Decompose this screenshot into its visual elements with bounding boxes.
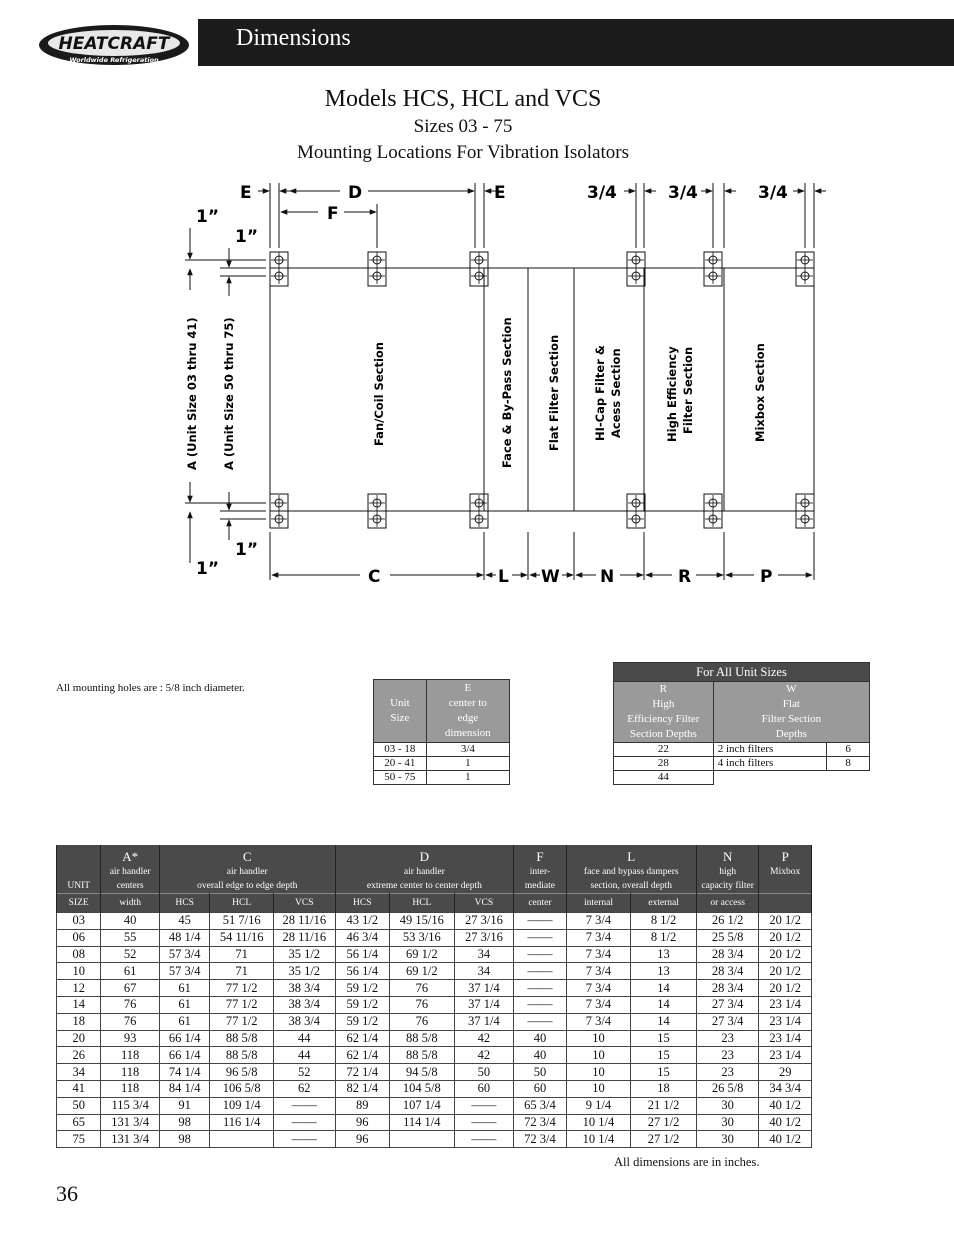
table-cell: 62 1/4 (335, 1030, 390, 1047)
table-cell: 65 3/4 (514, 1097, 566, 1114)
table-cell: 94 5/8 (390, 1064, 455, 1081)
page-title: Models HCS, HCL and VCS (324, 86, 602, 112)
table-cell: 53 3/16 (390, 929, 455, 946)
section-hicap-line1: HI-Cap Filter & (593, 345, 607, 441)
table-cell: 50 (57, 1097, 101, 1114)
table-cell: 7 3/4 (566, 946, 631, 963)
table-cell: 30 (696, 1131, 759, 1148)
table-cell: 23 (696, 1064, 759, 1081)
table-cell: 20 1/2 (759, 929, 812, 946)
table-cell: 50 (454, 1064, 514, 1081)
head-n: N (696, 845, 759, 865)
table-cell: 13 (631, 963, 697, 980)
table-cell: 27 1/2 (631, 1114, 697, 1131)
section-high-efficiency-line2: Filter Section (681, 346, 695, 434)
table-cell: 91 (159, 1097, 209, 1114)
table-cell: —— (273, 1097, 335, 1114)
table-cell: 54 11/16 (210, 929, 274, 946)
table-cell: 20 (57, 1030, 101, 1047)
label-w: W (541, 567, 560, 587)
table-cell: 89 (335, 1097, 390, 1114)
table-cell: 76 (390, 1013, 455, 1030)
table-cell: 35 1/2 (273, 963, 335, 980)
head-l: L (566, 845, 696, 865)
header-title: Dimensions (236, 25, 351, 51)
table-cell: 69 1/2 (390, 963, 455, 980)
label-one-inch-bottom-outer: 1” (196, 559, 220, 579)
table-cell: 72 3/4 (514, 1114, 566, 1131)
table-row (57, 963, 812, 980)
table-cell: 26 1/2 (696, 913, 759, 930)
table-cell: 10 (566, 1047, 631, 1064)
table-cell: —— (514, 929, 566, 946)
table-cell: 131 3/4 (101, 1114, 160, 1131)
all-unit-sizes-table (613, 662, 870, 785)
table-cell: 48 1/4 (159, 929, 209, 946)
table-cell: 66 1/4 (159, 1047, 209, 1064)
table-cell: 76 (101, 1013, 160, 1030)
table-cell: 66 1/4 (159, 1030, 209, 1047)
table-cell: 20 1/2 (759, 980, 812, 997)
label-l: L (498, 567, 509, 587)
table-cell: 40 1/2 (759, 1114, 812, 1131)
table-cell: 23 1/4 (759, 1030, 812, 1047)
table-cell: 118 (101, 1064, 160, 1081)
table-cell: 61 (101, 963, 160, 980)
table-cell: 109 1/4 (210, 1097, 274, 1114)
table-cell: 49 15/16 (390, 913, 455, 930)
table-cell: 52 (101, 946, 160, 963)
table-cell: 88 5/8 (390, 1030, 455, 1047)
table-cell: 43 1/2 (335, 913, 390, 930)
table-cell: 76 (390, 996, 455, 1013)
table-cell: 57 3/4 (159, 946, 209, 963)
table-cell: 115 3/4 (101, 1097, 160, 1114)
head-p: P (759, 845, 812, 865)
table-cell: 14 (631, 980, 697, 997)
table-cell: 18 (57, 1013, 101, 1030)
table-cell: 52 (273, 1064, 335, 1081)
table-cell: 34 (454, 963, 514, 980)
table-cell: 30 (696, 1114, 759, 1131)
section-flat-filter: Flat Filter Section (547, 334, 561, 451)
table-cell: 38 3/4 (273, 980, 335, 997)
table-cell: 27 3/16 (454, 929, 514, 946)
label-f: F (327, 204, 339, 224)
table-cell: 15 (631, 1064, 697, 1081)
section-fan-coil: Fan/Coil Section (372, 342, 386, 446)
table-cell: 06 (57, 929, 101, 946)
section-mixbox: Mixbox Section (753, 343, 767, 442)
label-three-quarter-3: 3/4 (758, 183, 788, 203)
table-cell: 57 3/4 (159, 963, 209, 980)
e-dimension-table (373, 679, 510, 785)
head-f: F (514, 845, 566, 865)
table-cell: 116 1/4 (210, 1114, 274, 1131)
table-cell: 8 1/2 (631, 929, 697, 946)
table-cell: 77 1/2 (210, 980, 274, 997)
table-cell: 106 5/8 (210, 1080, 274, 1097)
page-number: 36 (56, 1181, 78, 1206)
table-row (57, 1030, 812, 1047)
table-cell: 23 1/4 (759, 996, 812, 1013)
table-cell: 88 5/8 (210, 1030, 274, 1047)
heatcraft-logo (38, 24, 190, 66)
label-three-quarter-1: 3/4 (587, 183, 617, 203)
table-row (57, 1097, 812, 1114)
table-row (57, 996, 812, 1013)
table-cell: 29 (759, 1064, 812, 1081)
table-cell: 14 (57, 996, 101, 1013)
table-cell: 98 (159, 1131, 209, 1148)
table-cell: —— (514, 980, 566, 997)
table-cell: 23 1/4 (759, 1013, 812, 1030)
table-cell: 88 5/8 (210, 1047, 274, 1064)
table-cell: 10 (57, 963, 101, 980)
label-one-inch-top-outer: 1” (196, 207, 220, 227)
table-cell: 67 (101, 980, 160, 997)
table-cell: 23 1/4 (759, 1047, 812, 1064)
table-cell: 118 (101, 1047, 160, 1064)
table-cell: 42 (454, 1030, 514, 1047)
table-cell: 51 7/16 (210, 913, 274, 930)
table-cell (210, 1131, 274, 1148)
label-n: N (600, 567, 615, 587)
table-row (57, 980, 812, 997)
table-row: 44 (614, 771, 870, 785)
all-sizes-banner: For All Unit Sizes (614, 663, 870, 682)
svg-text:HEATCRAFT: HEATCRAFT (58, 34, 170, 54)
table-cell: 42 (454, 1047, 514, 1064)
table-row: 20 - 41 1 (374, 757, 510, 771)
table-cell: 76 (101, 996, 160, 1013)
table-cell: 114 1/4 (390, 1114, 455, 1131)
mounting-holes-note: All mounting holes are : 5/8 inch diameter. (56, 682, 245, 694)
table-row (57, 946, 812, 963)
table-cell: 37 1/4 (454, 1013, 514, 1030)
label-one-inch-top-inner: 1” (235, 227, 259, 247)
label-three-quarter-2: 3/4 (668, 183, 698, 203)
table-cell: 28 11/16 (273, 929, 335, 946)
label-p: P (760, 567, 773, 587)
table-cell: 10 (566, 1030, 631, 1047)
table-cell: 10 (566, 1064, 631, 1081)
table-cell: 84 1/4 (159, 1080, 209, 1097)
table-row: 03 - 18 3/4 (374, 743, 510, 757)
table-cell: 61 (159, 980, 209, 997)
label-one-inch-bottom-inner: 1” (235, 540, 259, 560)
table-cell: 55 (101, 929, 160, 946)
table-cell: 34 (57, 1064, 101, 1081)
table-cell: 60 (514, 1080, 566, 1097)
label-a-sizes-50-75: A (Unit Size 50 thru 75) (222, 317, 236, 470)
table-cell (390, 1131, 455, 1148)
table-cell: 18 (631, 1080, 697, 1097)
w-head: W Flat Filter Section Depths (713, 682, 869, 743)
table-cell: 23 (696, 1030, 759, 1047)
table-cell: 82 1/4 (335, 1080, 390, 1097)
table-cell: 27 1/2 (631, 1131, 697, 1148)
table-cell: 20 1/2 (759, 913, 812, 930)
table-row: 22 2 inch filters 6 (614, 743, 870, 757)
table-cell: 65 (57, 1114, 101, 1131)
table-cell: —— (514, 996, 566, 1013)
mounting-subtitle: Mounting Locations For Vibration Isolators (296, 142, 630, 163)
table-cell: 77 1/2 (210, 996, 274, 1013)
table-cell: 12 (57, 980, 101, 997)
section-hicap-line2: Acess Section (609, 348, 623, 438)
label-e-left: E (240, 183, 252, 203)
r-head: R High Efficiency Filter Section Depths (614, 682, 714, 743)
dimensions-table-body (57, 913, 812, 1148)
label-a-sizes-03-41: A (Unit Size 03 thru 41) (185, 317, 199, 470)
label-d: D (348, 183, 363, 203)
table-cell: 34 3/4 (759, 1080, 812, 1097)
section-high-efficiency-line1: High Efficiency (665, 346, 679, 442)
table-cell: 41 (57, 1080, 101, 1097)
table-cell: 77 1/2 (210, 1013, 274, 1030)
table-cell: 10 1/4 (566, 1114, 631, 1131)
table-cell: 38 3/4 (273, 996, 335, 1013)
table-cell: 96 5/8 (210, 1064, 274, 1081)
table-cell: 61 (159, 1013, 209, 1030)
table-cell: 27 3/4 (696, 1013, 759, 1030)
table-cell: 45 (159, 913, 209, 930)
table-cell: 28 11/16 (273, 913, 335, 930)
table-row (57, 913, 812, 930)
table-cell: 72 3/4 (514, 1131, 566, 1148)
table-cell: 20 1/2 (759, 946, 812, 963)
table-cell: —— (273, 1131, 335, 1148)
table-cell: 15 (631, 1030, 697, 1047)
table-cell: 34 (454, 946, 514, 963)
table-cell: 23 (696, 1047, 759, 1064)
table-cell: —— (273, 1114, 335, 1131)
table-cell: 28 3/4 (696, 980, 759, 997)
table-cell: 50 (514, 1064, 566, 1081)
table-cell: 40 1/2 (759, 1131, 812, 1148)
table-cell: 56 1/4 (335, 963, 390, 980)
table-cell: 59 1/2 (335, 1013, 390, 1030)
table-cell: 56 1/4 (335, 946, 390, 963)
label-e-right: E (494, 183, 506, 203)
table-cell: 14 (631, 1013, 697, 1030)
table-cell: 7 3/4 (566, 980, 631, 997)
table-row (57, 929, 812, 946)
table-cell: 20 1/2 (759, 963, 812, 980)
table-row (57, 1080, 812, 1097)
table-row (57, 1013, 812, 1030)
table-cell: 88 5/8 (390, 1047, 455, 1064)
table-cell: 46 3/4 (335, 929, 390, 946)
label-c: C (368, 567, 381, 587)
sizes-subtitle: Sizes 03 - 75 (413, 116, 513, 137)
svg-text:Worldwide Refrigeration: Worldwide Refrigeration (69, 56, 159, 64)
table-row (57, 1047, 812, 1064)
table-cell: 69 1/2 (390, 946, 455, 963)
table-cell: 28 3/4 (696, 963, 759, 980)
table-cell: 37 1/4 (454, 996, 514, 1013)
table-cell: 7 3/4 (566, 996, 631, 1013)
table-cell: 15 (631, 1047, 697, 1064)
table-cell: 75 (57, 1131, 101, 1148)
table-cell: —— (514, 946, 566, 963)
table-cell: 104 5/8 (390, 1080, 455, 1097)
table-row: 50 - 75 1 (374, 771, 510, 785)
table-cell: 27 3/4 (696, 996, 759, 1013)
table-cell: 72 1/4 (335, 1064, 390, 1081)
table-cell: 25 5/8 (696, 929, 759, 946)
table-cell: 40 (514, 1047, 566, 1064)
table-cell: 62 1/4 (335, 1047, 390, 1064)
table-cell: 21 1/2 (631, 1097, 697, 1114)
table-row (57, 1064, 812, 1081)
table-cell: 7 3/4 (566, 963, 631, 980)
table-cell: 40 (101, 913, 160, 930)
table-cell: 10 (566, 1080, 631, 1097)
table-cell: 38 3/4 (273, 1013, 335, 1030)
inches-footnote: All dimensions are in inches. (614, 1155, 760, 1169)
mounting-diagram (0, 175, 954, 595)
table-cell: 14 (631, 996, 697, 1013)
header-bar (198, 19, 954, 66)
table-cell: 96 (335, 1114, 390, 1131)
table-cell: —— (454, 1097, 514, 1114)
table-cell: 98 (159, 1114, 209, 1131)
table-cell: 40 (514, 1030, 566, 1047)
table-cell: —— (514, 1013, 566, 1030)
table-cell: 44 (273, 1030, 335, 1047)
table-cell: 118 (101, 1080, 160, 1097)
head-c: C (159, 845, 335, 865)
table-cell: 59 1/2 (335, 980, 390, 997)
table-cell: 74 1/4 (159, 1064, 209, 1081)
table-row (57, 1131, 812, 1148)
table-cell: 61 (159, 996, 209, 1013)
table-cell: 37 1/4 (454, 980, 514, 997)
table-cell: 26 (57, 1047, 101, 1064)
table-cell: 60 (454, 1080, 514, 1097)
table-cell: 27 3/16 (454, 913, 514, 930)
e-table-head-unit: Unit Size (374, 680, 427, 743)
table-row: 28 4 inch filters 8 (614, 757, 870, 771)
table-cell: —— (454, 1131, 514, 1148)
table-cell: —— (454, 1114, 514, 1131)
head-a: A* (101, 845, 160, 865)
table-cell: 13 (631, 946, 697, 963)
table-cell: 08 (57, 946, 101, 963)
table-cell: —— (514, 913, 566, 930)
table-cell: 107 1/4 (390, 1097, 455, 1114)
table-cell: 44 (273, 1047, 335, 1064)
section-face-bypass: Face & By-Pass Section (500, 317, 514, 468)
label-r: R (678, 567, 692, 587)
table-cell: 96 (335, 1131, 390, 1148)
e-table-head-e: E center to edge dimension (426, 680, 509, 743)
table-cell: 7 3/4 (566, 929, 631, 946)
table-cell: —— (514, 963, 566, 980)
table-cell: 76 (390, 980, 455, 997)
table-cell: 62 (273, 1080, 335, 1097)
table-cell: 26 5/8 (696, 1080, 759, 1097)
table-cell: 93 (101, 1030, 160, 1047)
table-cell: 10 1/4 (566, 1131, 631, 1148)
table-row (57, 1114, 812, 1131)
table-cell: 03 (57, 913, 101, 930)
table-cell: 28 3/4 (696, 946, 759, 963)
table-cell: 8 1/2 (631, 913, 697, 930)
table-cell: 35 1/2 (273, 946, 335, 963)
table-cell: 131 3/4 (101, 1131, 160, 1148)
table-cell: 7 3/4 (566, 1013, 631, 1030)
dimensions-table: A* C D F L N P air handler air handler air handler inter- face and bypass dampers high Mixbox UNIT centers overall edge to edge depth extreme center to center depth mediate section, overall depth capacity filter SIZE width HCS HCL VCS HCS HCL VCS center internal external or access 03 40 45 51 7/16 28 11/16 43 1/2 49 15/16 27 3/16 —— 7 3/4 8 1/2 26 1/2 20 1/2 06 55 48 1/4 54 11/16 28 11/16 46 3/4 53 3/16 27 3/16 —— 7 3/4 8 1/2 25 5/8 20 1/2 08 52 57 3/4 71 35 1/2 56 1/4 69 1/2 34 —— 7 3/4 13 28 3/4 20 1/2 10 61 57 3/4 71 35 1/2 56 1/4 69 1/2 34 —— 7 3/4 13 28 3/4 20 1/2 12 67 61 77 1/2 38 3/4 59 1/2 76 37 1/4 —— 7 3/4 14 28 3/4 20 1/2 14 76 61 77 1/2 38 3/4 59 1/2 76 37 1/4 —— 7 3/4 14 27 3/4 23 1/4 18 76 61 77 1/2 38 3/4 59 1/2 76 37 1/4 —— 7 3/4 14 27 3/4 23 1/4 20 93 66 1/4 88 5/8 44 62 1/4 88 5/8 42 40 10 15 23 23 1/4 26 118 66 1/4 88 5/8 44 62 1/4 88 5/8 42 40 10 15 23 23 1/4 34 118 74 1/4 96 5/8 52 72 1/4 94 5/8 50 50 10 15 23 29 41 118 84 1/4 106 5/8 62 82 1/4 104 5/8 60 60 10 18 26 5/8 34 3/4 50 115 3/4 91 109 1/4 —— 89 107 1/4 —— 65 3/4 9 1/4 21 1/2 30 40 1/2 65 131 3/4 98 116 1/4 —— 96 114 1/4 —— 72 3/4 10 1/4 27 1/2 30 40 1/2 75 131 3/4 98 —— 96 —— 72 3/4 10 1/4 27 1/2 30 40 1/2 (56, 845, 812, 1148)
table-cell: 71 (210, 963, 274, 980)
table-cell: 7 3/4 (566, 913, 631, 930)
table-cell: 9 1/4 (566, 1097, 631, 1114)
table-cell: 40 1/2 (759, 1097, 812, 1114)
table-cell: 59 1/2 (335, 996, 390, 1013)
table-cell: 71 (210, 946, 274, 963)
head-d: D (335, 845, 514, 865)
table-cell: 30 (696, 1097, 759, 1114)
